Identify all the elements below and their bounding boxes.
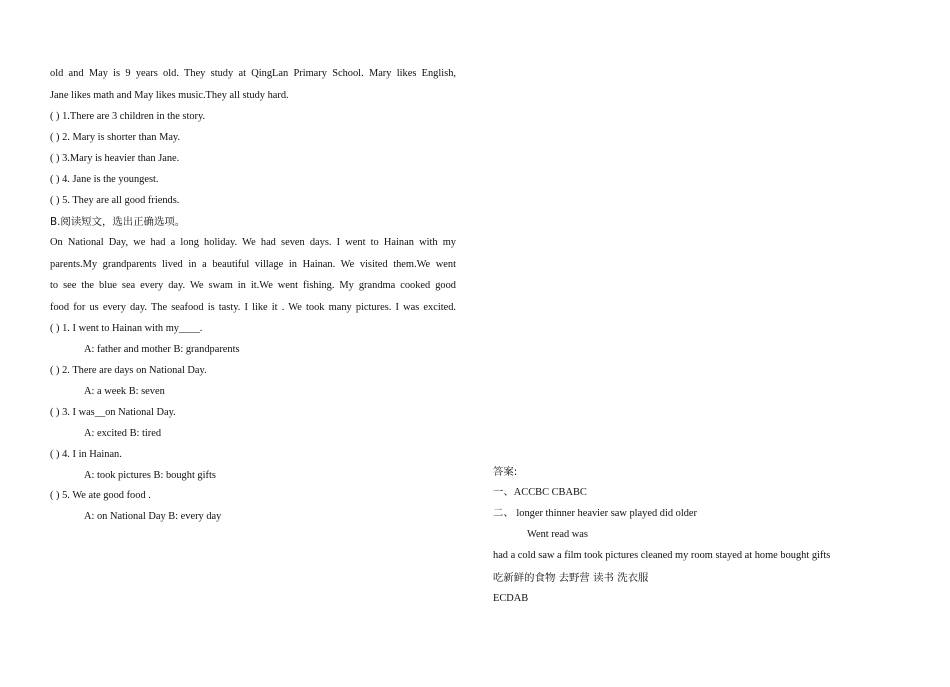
passage-line-3: to see the blue sea every day. We swam in it.We went fishing. My grandma cooked good [50, 280, 456, 291]
question-a-2: ( ) 2. Mary is shorter than May. [50, 132, 181, 143]
question-b-4: ( ) 4. I in Hainan. [50, 449, 122, 460]
answers-line-1: 一、ACCBC CBABC [493, 487, 587, 498]
answers-line-3: Went read was [527, 529, 588, 540]
options-b-4: A: took pictures B: bought gifts [84, 470, 216, 481]
question-a-3: ( ) 3.Mary is heavier than Jane. [50, 153, 180, 164]
options-b-3: A: excited B: tired [84, 428, 162, 439]
answers-line-6: ECDAB [493, 593, 529, 604]
question-a-5: ( ) 5. They are all good friends. [50, 195, 180, 206]
section-b-title: B.阅读短文，选出正确选项。 [50, 216, 186, 228]
question-a-1: ( ) 1.There are 3 children in the story. [50, 111, 206, 122]
answers-line-5: 吃新鲜的食物 去野营 读书 洗衣服 [493, 572, 649, 584]
options-b-2: A: a week B: seven [84, 386, 165, 397]
intro-line-2: Jane likes math and May likes music.They all study hard. [50, 90, 289, 101]
answers-line-4: had a cold saw a film took pictures cleaned my room stayed at home bought gifts [493, 550, 831, 561]
question-b-5: ( ) 5. We ate good food . [50, 490, 151, 501]
intro-line-1: old and May is 9 years old. They study at QingLan Primary School. Mary likes English, [50, 68, 456, 79]
passage-line-2: parents.My grandparents lived in a beautiful village in Hainan. We visited them.We went [50, 259, 456, 270]
question-a-4: ( ) 4. Jane is the youngest. [50, 174, 159, 185]
question-b-1: ( ) 1. I went to Hainan with my____. [50, 323, 203, 334]
answers-line-2: 二、 longer thinner heavier saw played did older [493, 508, 697, 519]
options-b-1: A: father and mother B: grandparents [84, 344, 240, 355]
question-b-3: ( ) 3. I was__on National Day. [50, 407, 176, 418]
passage-line-1: On National Day, we had a long holiday. We had seven days. I went to Hainan with my [50, 237, 456, 248]
answers-title: 答案: [493, 466, 518, 478]
question-b-2: ( ) 2. There are days on National Day. [50, 365, 207, 376]
passage-line-4: food for us every day. The seafood is tasty. I like it . We took many pictures. I was excited. [50, 302, 456, 313]
options-b-5: A: on National Day B: every day [84, 511, 222, 522]
